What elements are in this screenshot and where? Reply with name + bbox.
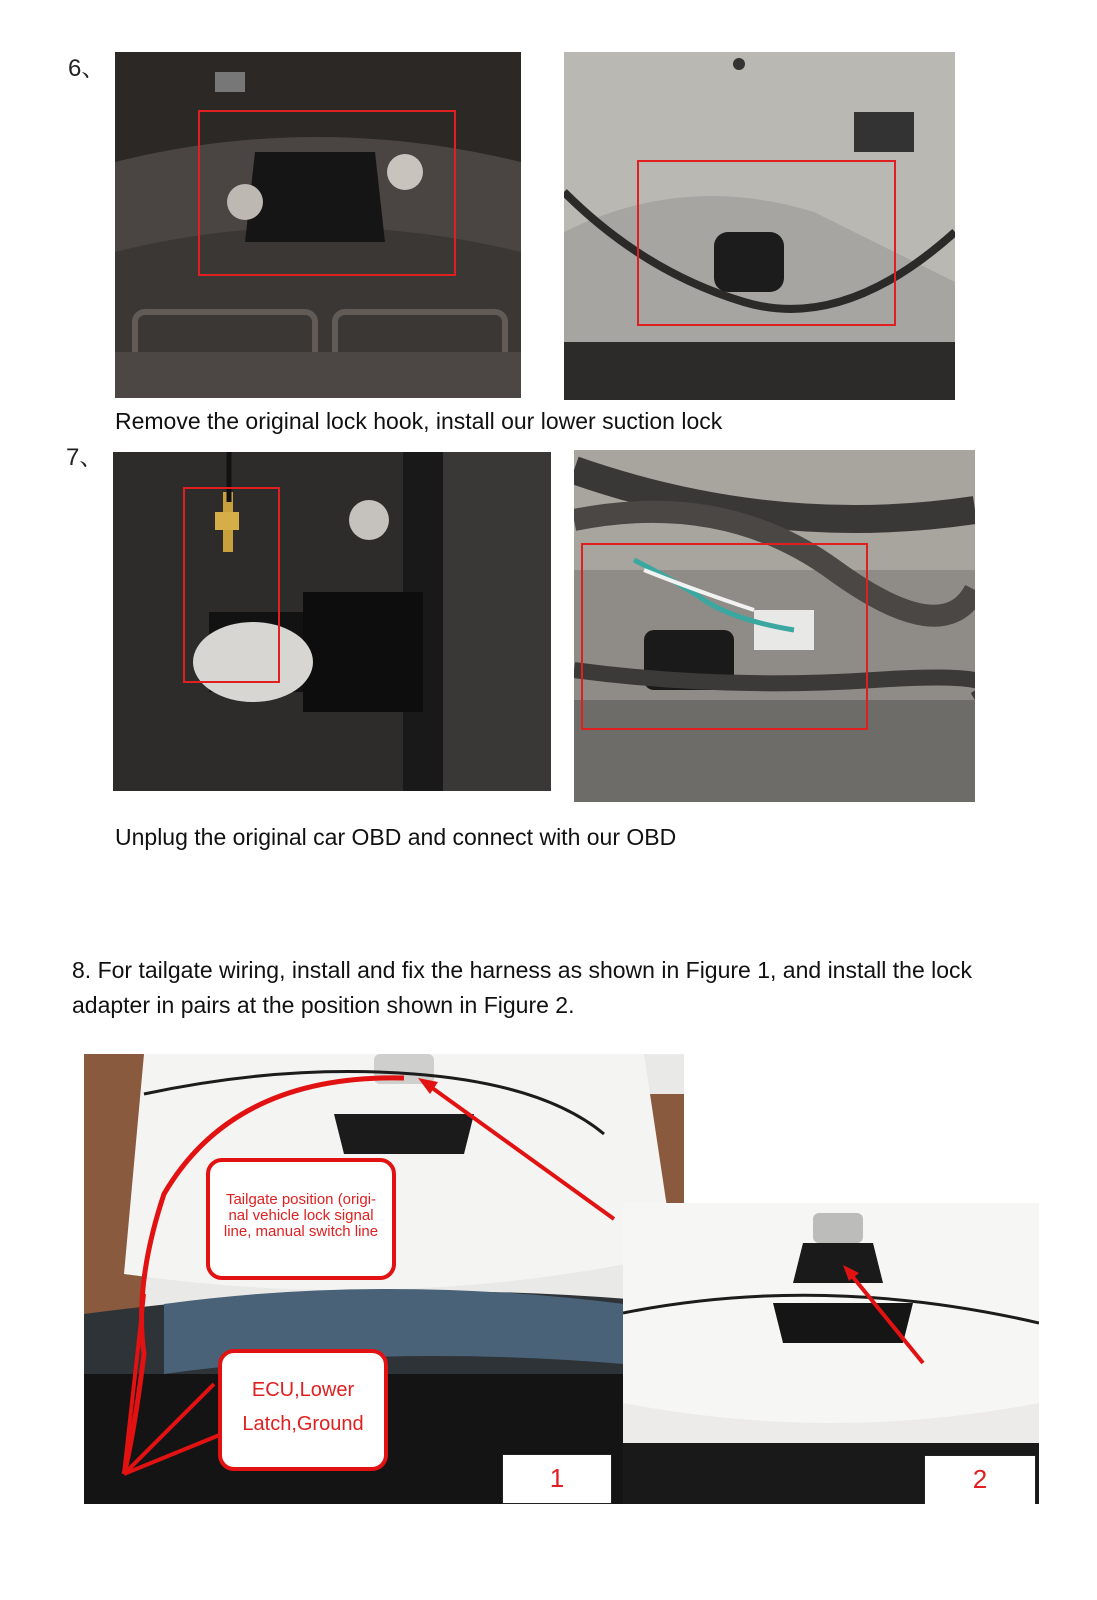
highlight-box (581, 543, 868, 730)
figure-1-label: 1 (502, 1454, 612, 1504)
photo-lock-hook-closeup (115, 52, 521, 398)
highlight-box (198, 110, 456, 276)
step-8-text: 8. For tailgate wiring, install and fix the harness as shown in Figure 1, and install the lock adapter in pairs at the position shown in Figure 2. (72, 957, 973, 1018)
figure-2-label: 2 (924, 1455, 1036, 1504)
photo-obd-connector (574, 450, 975, 802)
photo-lock-mechanism (113, 452, 551, 791)
callout-ecu-latch-ground: ECU,Lower Latch,Ground (218, 1349, 388, 1471)
highlight-box (637, 160, 896, 326)
photo-suction-lock-installed (564, 52, 955, 400)
highlight-box (183, 487, 280, 683)
step-6-number: 6、 (68, 55, 106, 82)
step-6-caption: Remove the original lock hook, install our lower suction lock (115, 408, 723, 434)
figure-1-tailgate-photo (84, 1054, 684, 1504)
callout-tailgate-position: Tailgate position (origi-nal vehicle lock signal line, manual switch line (206, 1158, 396, 1280)
step-7-number: 7、 (66, 444, 104, 471)
figure-2-lock-adapter-photo (623, 1203, 1039, 1504)
step-7-caption: Unplug the original car OBD and connect with our OBD (115, 824, 677, 850)
